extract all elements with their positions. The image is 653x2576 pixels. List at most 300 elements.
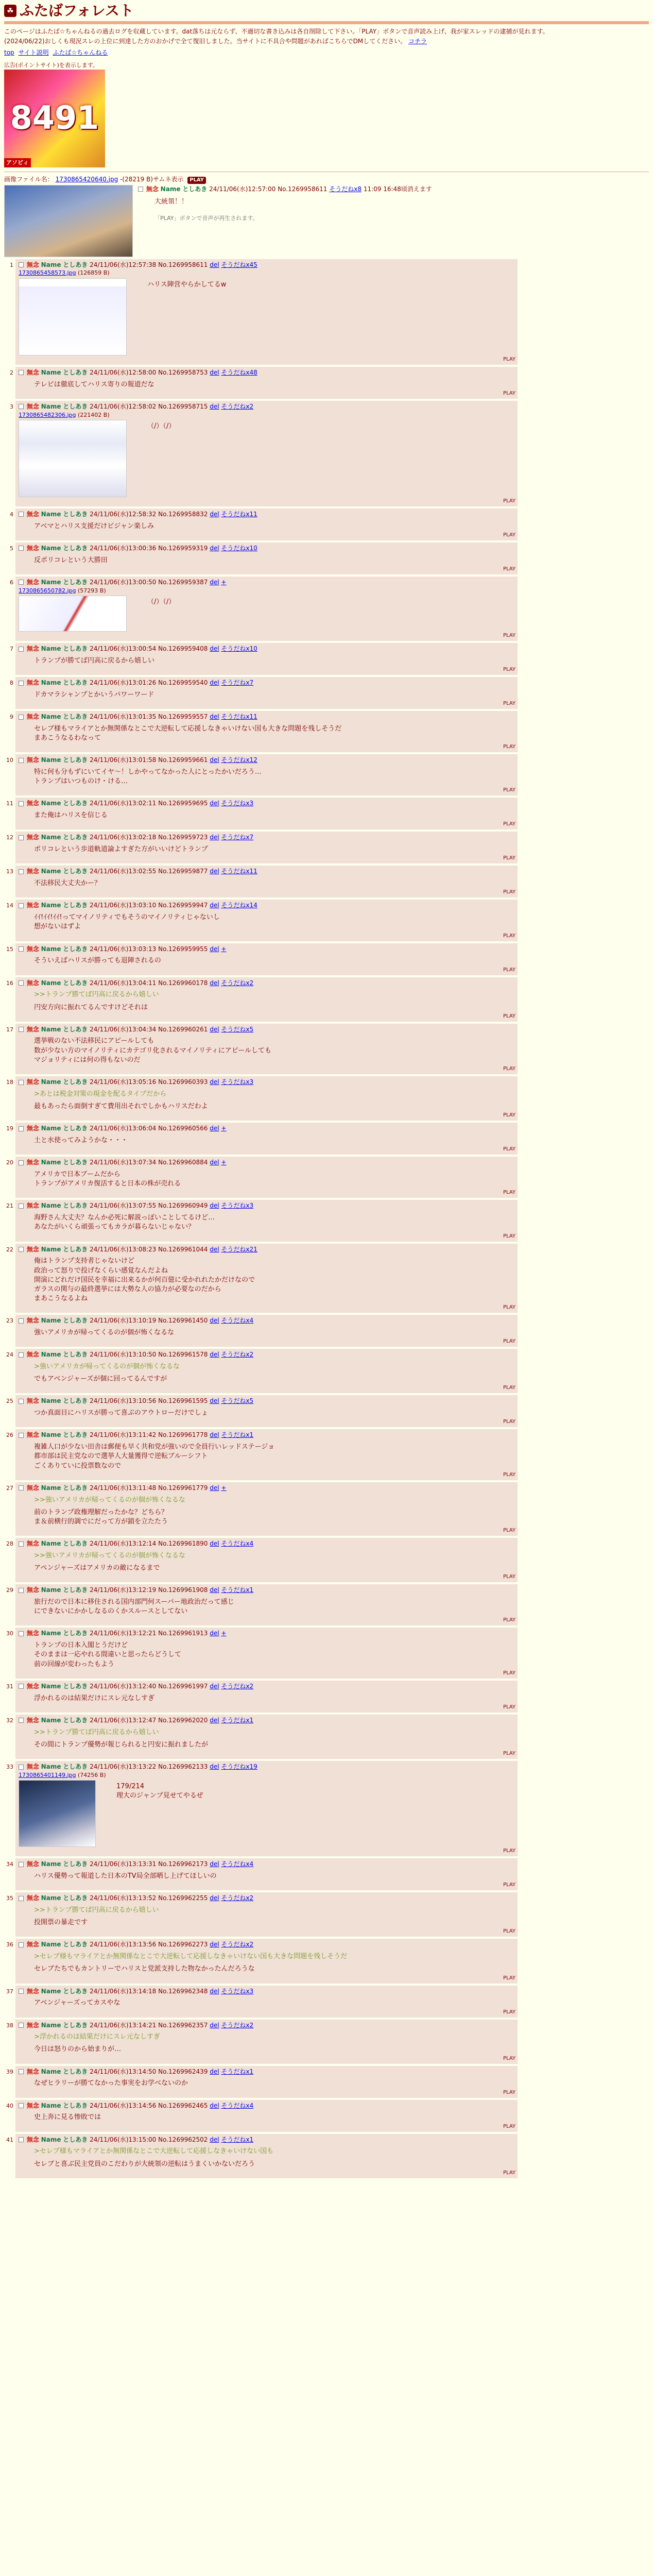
reply-handle: としあき [63,544,88,552]
reply-play-button[interactable]: PLAY [503,2089,515,2095]
reply-sodane[interactable]: + [221,1159,227,1166]
reply-del-link[interactable]: del [210,1351,219,1359]
reply-del-link[interactable]: del [210,1630,219,1637]
reply-image-row [19,1779,514,1847]
reply-checkbox[interactable] [19,1352,24,1358]
reply [4,1858,649,1890]
reply-message-line: なぜヒラリーが勝てなかった事実をお学べないのか [34,2079,188,2088]
reply-del-link[interactable]: del [210,679,219,687]
reply-play-button[interactable]: PLAY [503,566,515,572]
reply-quote: >セレブ様もマライアとか無関係なとこで大逆転して応援しなきゃいけない国も大きな問題を残しそうだ [34,1953,348,1961]
reply-sodane[interactable]: そうだねx2 [221,2021,254,2029]
reply-handle: としあき [63,1716,88,1724]
reply-post-number: No.1269962357 [158,2021,208,2029]
reply-body [15,1892,518,1937]
reply-del-link[interactable]: del [210,1763,219,1770]
reply-play-button[interactable]: PLAY [503,744,515,750]
reply-del-link[interactable]: del [210,1317,219,1325]
reply-play-button[interactable]: PLAY [503,2055,515,2061]
reply-sodane[interactable]: そうだねx3 [221,1078,254,1086]
reply-play-button[interactable]: PLAY [503,633,515,639]
reply-subject: 無念 [26,1202,39,1210]
reply-handle: としあき [63,261,88,268]
reply-checkbox[interactable] [19,869,24,874]
reply-play-button[interactable]: PLAY [503,1617,515,1623]
reply-play-button[interactable]: PLAY [503,1013,515,1019]
reply-sodane[interactable]: そうだねx5 [221,1397,254,1405]
reply-number: 14 [6,902,13,909]
reply-message-line: トランプの日本入閣とうだけど [34,1641,128,1650]
reply-handle: としあき [63,979,88,987]
ad-label: 広告(ポイントサイト)を表示します。 [4,62,98,69]
reply-subject: 無念 [26,713,39,721]
reply-play-button[interactable]: PLAY [503,1848,515,1854]
reply-del-link[interactable]: del [210,868,219,875]
reply-header [19,578,514,587]
reply-date: 24/11/06(水)13:13:31 [90,1860,157,1868]
reply-name: Name [41,2021,61,2029]
reply-del-link[interactable]: del [210,1202,219,1210]
reply-del-link[interactable]: del [210,902,219,909]
reply-handle: としあき [63,2021,88,2029]
nav-futaba-link[interactable]: ふたば☆ちゃんねる [53,49,108,57]
reply-del-link[interactable]: del [210,1025,219,1033]
reply-sodane[interactable]: そうだねx4 [221,2102,254,2109]
op-expire: 11:09 16:48頃消えます [363,185,432,193]
reply-message-line: ま＆前横行的調でにだって方が鎖を立たたう [34,1517,168,1526]
reply-date: 24/11/06(水)13:07:55 [90,1202,157,1210]
op-note: 「PLAY」ボタンで音声が再生されます。 [154,214,259,222]
reply-checkbox[interactable] [19,262,24,267]
reply-post-number: No.1269962348 [158,1987,208,1995]
reply-handle: としあき [63,1987,88,1995]
op-play-button[interactable]: PLAY [187,177,206,184]
reply-file-link[interactable]: 1730865650782.jpg [19,587,76,594]
reply-play-button[interactable]: PLAY [503,498,515,504]
reply-play-button[interactable]: PLAY [503,390,515,396]
reply-date: 24/11/06(水)13:00:54 [90,645,157,653]
reply-sodane[interactable]: そうだねx2 [221,1682,254,1690]
reply-sodane[interactable]: そうだねx4 [221,1317,254,1325]
reply-checkbox[interactable] [19,1247,24,1252]
reply-checkbox[interactable] [19,404,24,409]
contact-link[interactable]: コチラ [408,37,427,45]
reply-name: Name [41,578,61,586]
reply-date: 24/11/06(水)13:12:21 [90,1630,157,1637]
reply-del-link[interactable]: del [210,510,219,518]
reply-del-link[interactable]: del [210,1159,219,1166]
reply-subject: 無念 [26,2136,39,2143]
reply-quote: >セレブ様もマライアとか無関係なとこで大逆転して応援しなきゃいけない国も [34,2147,274,2156]
reply-sodane[interactable]: そうだねx2 [221,1894,254,1902]
reply-header [19,979,514,988]
reply-del-link[interactable]: del [210,1894,219,1902]
reply-del-link[interactable]: del [210,713,219,721]
reply-handle: としあき [63,1317,88,1325]
reply-sodane[interactable]: そうだねx4 [221,1860,254,1868]
reply-subject: 無念 [26,679,39,687]
reply-sodane[interactable]: そうだねx4 [221,1540,254,1548]
reply-checkbox[interactable] [19,1942,24,1947]
reply-play-button[interactable]: PLAY [503,356,515,362]
reply-play-button[interactable]: PLAY [503,532,515,538]
reply-checkbox[interactable] [19,715,24,720]
nav-about-link[interactable]: サイト説明 [18,49,49,57]
reply-play-button[interactable]: PLAY [503,933,515,939]
reply-sodane[interactable]: + [221,1484,227,1492]
reply-post-number: No.1269961578 [158,1351,208,1359]
reply-del-link[interactable]: del [210,2021,219,2029]
reply-name: Name [41,1682,61,1690]
op-file-link[interactable]: 1730865420640.jpg [55,175,118,183]
reply-checkbox[interactable] [19,758,24,763]
reply-date: 24/11/06(水)13:10:50 [90,1351,157,1359]
reply-play-button[interactable]: PLAY [503,889,515,895]
reply-sodane[interactable]: + [221,1125,227,1132]
reply-subject: 無念 [26,402,39,410]
reply-name: Name [41,645,61,653]
reply-header [19,1940,514,1949]
reply-del-link[interactable]: del [210,402,219,410]
op-post [0,175,653,257]
reply-post-number: No.1269958611 [158,261,208,268]
reply-message-line: 土と水使ってみようかな・・・ [34,1137,128,1145]
reply-del-link[interactable]: del [210,261,219,268]
reply-header [19,945,514,954]
reply [4,2066,649,2098]
reply-post-number: No.1269961997 [158,1682,208,1690]
reply-play-button[interactable]: PLAY [503,855,515,861]
reply-del-link[interactable]: del [210,1245,219,1253]
reply-checkbox[interactable] [19,946,24,952]
reply-checkbox[interactable] [19,1027,24,1032]
reply-sodane[interactable]: そうだねx10 [221,544,257,552]
reply-del-link[interactable]: del [210,1431,219,1439]
op-body [138,185,649,257]
reply-image-row [19,277,514,355]
reply-checkbox[interactable] [19,1485,24,1490]
reply-sodane[interactable]: そうだねx11 [221,868,257,875]
reply-play-button[interactable]: PLAY [503,1233,515,1239]
reply-play-button[interactable]: PLAY [503,2170,515,2176]
op-checkbox[interactable] [138,187,143,192]
reply-sodane[interactable]: そうだねx48 [221,368,257,376]
reply-number: 15 [6,945,13,953]
reply-subject: 無念 [26,902,39,909]
reply-play-button[interactable]: PLAY [503,821,515,827]
reply-number: 23 [6,1317,13,1325]
reply-del-link[interactable]: del [210,834,219,841]
reply-handle: としあき [63,1860,88,1868]
reply-sodane[interactable]: そうだねx11 [221,713,257,721]
reply-checkbox[interactable] [19,647,24,652]
reply-sodane[interactable]: + [221,945,227,953]
reply-number: 6 [10,579,13,586]
reply-play-button[interactable]: PLAY [503,1471,515,1478]
reply-checkbox[interactable] [19,1862,24,1867]
reply-thumbnail[interactable] [19,1780,96,1847]
reply-checkbox[interactable] [19,1684,24,1689]
reply [4,1315,649,1347]
reply-number: 36 [6,1941,13,1948]
reply-sodane[interactable]: そうだねx2 [221,979,254,987]
reply-handle: としあき [63,1397,88,1405]
reply-del-link[interactable]: del [210,2136,219,2143]
reply-play-button[interactable]: PLAY [503,2009,515,2015]
reply-play-button[interactable]: PLAY [503,1385,515,1391]
reply-sodane[interactable]: そうだねx19 [221,1763,257,1770]
reply-play-button[interactable]: PLAY [503,1338,515,1345]
reply-checkbox[interactable] [19,1765,24,1770]
reply-checkbox[interactable] [19,980,24,986]
reply-checkbox[interactable] [19,1318,24,1324]
reply-message-line: 最もあったら面倒すぎて費用出それでしかもハリスだわよ [34,1103,208,1111]
reply-subject: 無念 [26,1125,39,1132]
reply-sodane[interactable]: そうだねx12 [221,756,257,764]
reply-text [132,277,226,355]
reply-play-button[interactable]: PLAY [503,1670,515,1676]
reply-sodane[interactable]: そうだねx1 [221,1586,254,1594]
reply-play-button[interactable]: PLAY [503,1975,515,1981]
reply-post-number: No.1269960178 [158,979,208,987]
reply-del-link[interactable]: del [210,1941,219,1948]
reply-checkbox[interactable] [19,2137,24,2142]
reply-del-link[interactable]: del [210,1860,219,1868]
reply-name: Name [41,368,61,376]
reply-post-number: No.1269960566 [158,1125,208,1132]
reply [4,711,649,752]
op-thumbnail[interactable] [4,185,133,257]
reply-checkbox[interactable] [19,1588,24,1593]
reply-play-button[interactable]: PLAY [503,1304,515,1311]
reply-play-button[interactable]: PLAY [503,1146,515,1153]
reply [4,1761,649,1856]
reply-sodane[interactable]: そうだねx1 [221,2136,254,2143]
op-header [138,185,649,194]
reply-sodane[interactable]: そうだねx2 [221,1941,254,1948]
reply-number: 34 [6,1861,13,1868]
reply-body [15,259,518,365]
reply [4,1681,649,1713]
nav-top-link[interactable]: top [4,49,14,57]
reply-del-link[interactable]: del [210,1540,219,1548]
reply-text [101,1779,203,1847]
reply-post-number: No.1269959661 [158,756,208,764]
op-file-meta: -(28219 B)サムネ表示 [120,175,184,183]
reply-checkbox[interactable] [19,903,24,908]
reply-message-line: アペンジャーズはアメリカの敵になるまで [34,1564,160,1572]
reply-play-button[interactable]: PLAY [503,2123,515,2129]
reply-number: 2 [10,369,13,376]
ad-box [4,61,107,167]
reply-checkbox[interactable] [19,1631,24,1636]
reply-body [15,1157,518,1198]
reply-sodane[interactable]: そうだねx2 [221,402,254,410]
reply-checkbox[interactable] [19,580,24,585]
reply-handle: としあき [63,1540,88,1548]
reply-header [19,1987,514,1996]
reply-checkbox[interactable] [19,1126,24,1131]
reply-del-link[interactable]: del [210,800,219,807]
reply [4,401,649,506]
reply-date: 24/11/06(水)13:13:56 [90,1941,157,1948]
reply-sodane[interactable]: そうだねx1 [221,1716,254,1724]
reply-sodane[interactable]: そうだねx7 [221,834,254,841]
reply-header [19,1716,514,1725]
reply-subject: 無念 [26,1397,39,1405]
reply-play-button[interactable]: PLAY [503,787,515,793]
reply-sodane[interactable]: そうだねx1 [221,2067,254,2075]
reply-play-button[interactable]: PLAY [503,1704,515,1710]
reply-checkbox[interactable] [19,1989,24,1994]
ad-banner[interactable] [4,70,105,167]
reply-sodane[interactable]: + [221,1630,227,1637]
reply-del-link[interactable]: del [210,1586,219,1594]
reply-play-button[interactable]: PLAY [503,1528,515,1534]
reply-checkbox[interactable] [19,1718,24,1723]
reply-checkbox[interactable] [19,370,24,375]
reply-checkbox[interactable] [19,1080,24,1085]
reply-sodane[interactable]: そうだねx10 [221,645,257,653]
reply-del-link[interactable]: del [210,945,219,953]
reply-checkbox[interactable] [19,1433,24,1438]
reply [4,832,649,863]
reply-sodane[interactable]: そうだねx1 [221,1431,254,1439]
reply-handle: としあき [63,1125,88,1132]
reply-quote: >強いアメリカが帰ってくるのが個が怖くなるな [34,1363,180,1371]
reply-del-link[interactable]: del [210,368,219,376]
reply-sodane[interactable]: そうだねx11 [221,510,257,518]
reply-del-link[interactable]: del [210,1397,219,1405]
reply-checkbox[interactable] [19,2103,24,2108]
reply-message-line: 海野さん大丈夫？なんか必死に解説っぽいことしてるけど… [34,1214,215,1222]
reply-sodane[interactable]: そうだねx5 [221,1025,254,1033]
reply-file-line [19,411,514,419]
reply-date: 24/11/06(水)13:02:11 [90,800,157,807]
reply-name: Name [41,1397,61,1405]
reply-play-button[interactable]: PLAY [503,967,515,973]
reply-sodane[interactable]: そうだねx14 [221,902,257,909]
reply-header [19,1025,514,1034]
reply-del-link[interactable]: del [210,578,219,586]
reply-date: 24/11/06(水)13:15:00 [90,2136,157,2143]
reply-header [19,1397,514,1405]
reply-del-link[interactable]: del [210,2067,219,2075]
reply-play-button[interactable]: PLAY [503,1882,515,1888]
reply-sodane[interactable]: + [221,578,227,586]
reply-checkbox[interactable] [19,681,24,686]
reply-file-link[interactable]: 1730865401149.jpg [19,1771,76,1778]
reply-subject: 無念 [26,1431,39,1439]
op-sodane[interactable]: そうだねx8 [329,185,362,193]
reply-date: 24/11/06(水)12:57:38 [90,261,157,268]
reply-subject: 無念 [26,1941,39,1948]
reply-quote: >>トランプ勝てば円高に戻るから嬉しい [34,1728,159,1736]
reply-del-link[interactable]: del [210,2102,219,2109]
reply-handle: としあき [63,1245,88,1253]
reply-checkbox[interactable] [19,512,24,517]
reply-sodane[interactable]: そうだねx2 [221,1351,254,1359]
reply-body [15,1349,518,1393]
reply-header [19,867,514,876]
reply-sodane[interactable]: そうだねx3 [221,1202,254,1210]
reply-checkbox[interactable] [19,1896,24,1901]
thread [0,259,653,2178]
reply-file-link[interactable]: 1730865482306.jpg [19,411,76,418]
reply-checkbox[interactable] [19,801,24,806]
reply-thumbnail[interactable] [19,278,127,355]
reply-sodane[interactable]: そうだねx45 [221,261,257,268]
reply-del-link[interactable]: del [210,1682,219,1690]
reply-body [15,1761,518,1856]
reply-sodane[interactable]: そうだねx21 [221,1245,257,1253]
op-file-label: 画像ファイル名： [4,175,54,183]
reply-file-link[interactable]: 1730865458573.jpg [19,269,76,277]
reply-del-link[interactable]: del [210,1078,219,1086]
reply-play-button[interactable]: PLAY [503,701,515,707]
reply [4,1715,649,1759]
reply-play-button[interactable]: PLAY [503,667,515,673]
reply-date: 24/11/06(水)13:14:56 [90,2102,157,2109]
reply-play-button[interactable]: PLAY [503,1066,515,1072]
reply-post-number: No.1269962273 [158,1941,208,1948]
reply-del-link[interactable]: del [210,645,219,653]
reply-play-button[interactable]: PLAY [503,1928,515,1935]
reply-checkbox[interactable] [19,835,24,840]
reply-checkbox[interactable] [19,1399,24,1404]
reply-thumbnail[interactable] [19,596,127,632]
reply-message-line: その間にトランプ優勢が報じられると円安に振れましたが [34,1740,209,1749]
reply-del-link[interactable]: del [210,1716,219,1724]
reply-del-link[interactable]: del [210,979,219,987]
reply-play-button[interactable]: PLAY [503,1574,515,1580]
reply-header [19,1539,514,1548]
reply-text [132,595,175,632]
reply-checkbox[interactable] [19,1204,24,1209]
reply-del-link[interactable]: del [210,1484,219,1492]
reply-date: 24/11/06(水)13:12:14 [90,1540,157,1548]
reply-checkbox[interactable] [19,1541,24,1547]
reply-date: 24/11/06(水)13:13:52 [90,1894,157,1902]
reply [4,1244,649,1313]
reply-sodane[interactable]: そうだねx3 [221,800,254,807]
reply-message-line: セレブと喜ぶ民主党員のこだわりが大統領の逆転はうまくいかないだろう [34,2160,255,2168]
reply-sodane[interactable]: そうだねx3 [221,1987,254,1995]
reply-handle: としあき [63,868,88,875]
reply-play-button[interactable]: PLAY [503,1419,515,1425]
reply-file-meta: (126859 B) [78,269,110,277]
reply-play-button[interactable]: PLAY [503,1190,515,1196]
reply-play-button[interactable]: PLAY [503,1751,515,1756]
reply-sodane[interactable]: そうだねx7 [221,679,254,687]
reply-handle: としあき [63,510,88,518]
reply-del-link[interactable]: del [210,756,219,764]
reply-checkbox[interactable] [19,1160,24,1165]
reply-checkbox[interactable] [19,546,24,551]
reply-del-link[interactable]: del [210,1125,219,1132]
reply-checkbox[interactable] [19,2069,24,2074]
reply-play-button[interactable]: PLAY [503,1112,515,1118]
reply-date: 24/11/06(水)13:08:23 [90,1245,157,1253]
reply-date: 24/11/06(水)12:58:02 [90,402,157,410]
op-name: Name [160,185,181,193]
reply-thumbnail[interactable] [19,420,127,497]
reply-del-link[interactable]: del [210,544,219,552]
reply-del-link[interactable]: del [210,1987,219,1995]
title-divider [4,21,649,24]
reply-checkbox[interactable] [19,2023,24,2028]
reply-post-number: No.1269959955 [158,945,208,953]
